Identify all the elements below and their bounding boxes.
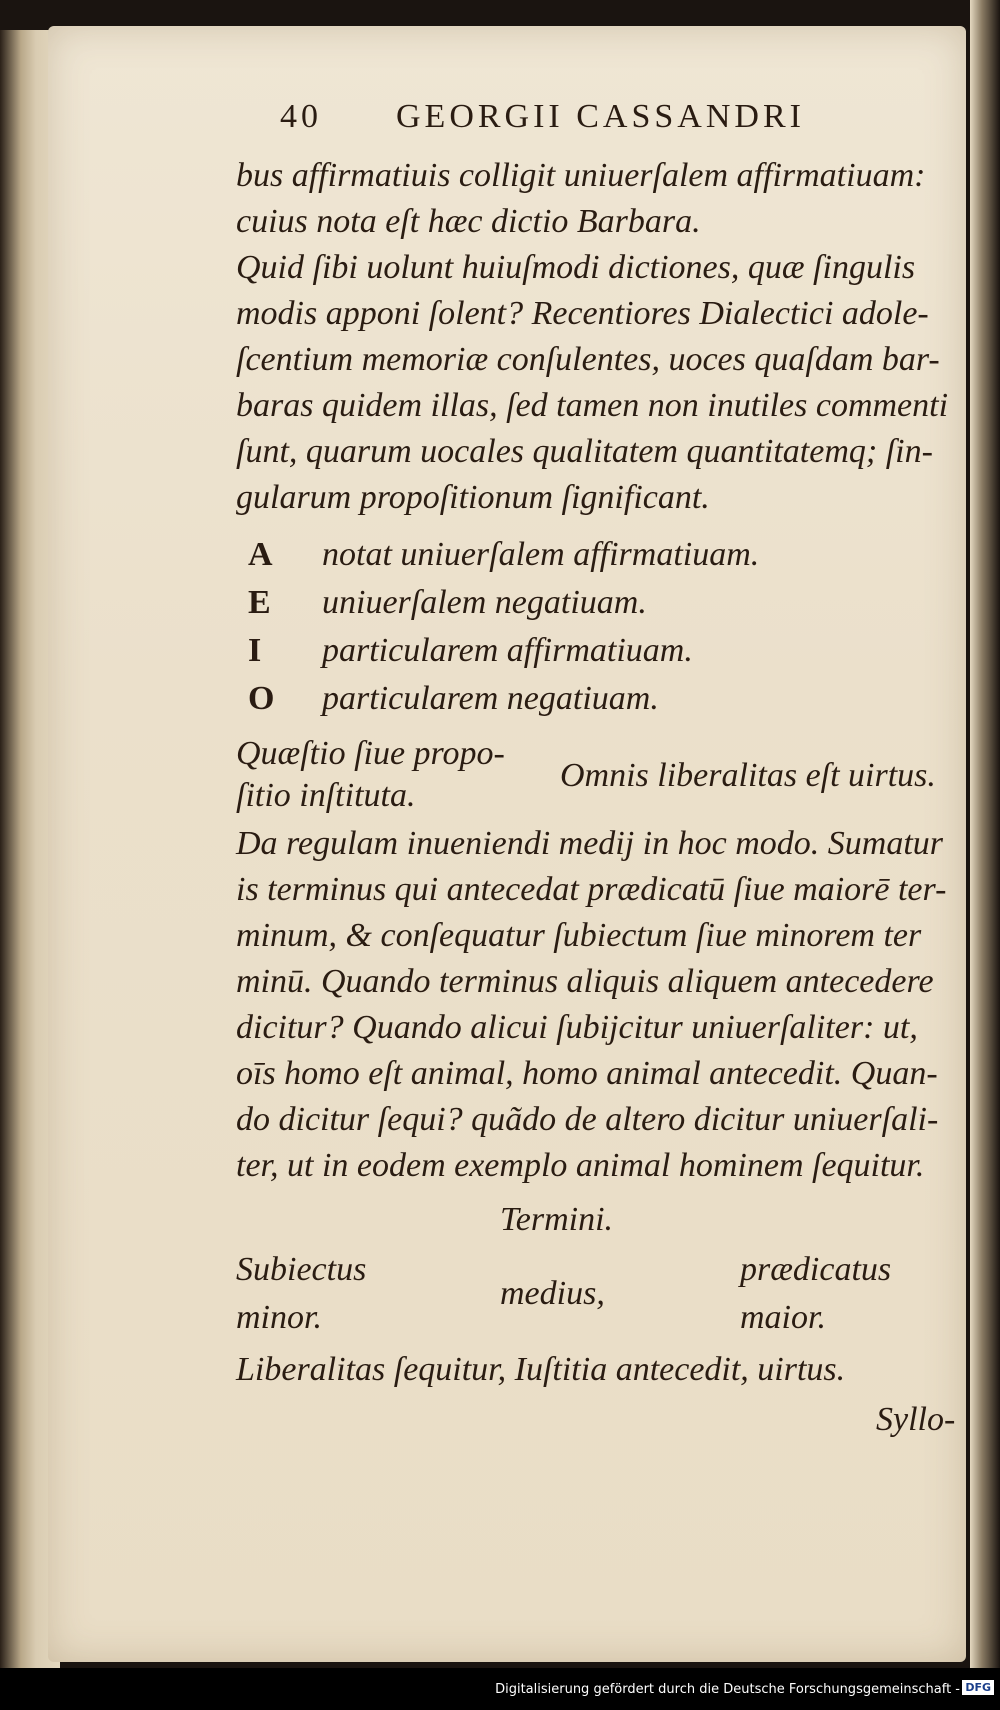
term-major: maior. bbox=[740, 1299, 826, 1336]
vowel-meaning: uniuerſalem negatiuam. bbox=[322, 584, 647, 621]
page-number: 40 bbox=[280, 98, 322, 135]
text-line: minum, & conſequatur ſubiectum ſiue minorem ter bbox=[236, 917, 922, 954]
vowel-meaning: particularem affirmatiuam. bbox=[322, 632, 693, 669]
text-line: minū. Quando terminus aliquis aliquem antecedere bbox=[236, 963, 934, 1000]
dfg-logo: DFG bbox=[962, 1680, 994, 1695]
text-line: do dicitur ſequi? quãdo de altero dicitur uniuerſali- bbox=[236, 1101, 939, 1138]
vowel-letter: O bbox=[248, 680, 275, 717]
text-line: cuius nota eſt hæc dictio Barbara. bbox=[236, 203, 701, 240]
text-line: is terminus qui antecedat prædicatū ſiue maiorē ter- bbox=[236, 871, 947, 908]
term-minor: minor. bbox=[236, 1299, 322, 1336]
termini-heading: Termini. bbox=[500, 1201, 614, 1238]
catchword: Syllo- bbox=[876, 1401, 956, 1438]
book-edge-right bbox=[970, 0, 1000, 1710]
text-line: oīs homo eſt animal, homo animal antecedit. Quan- bbox=[236, 1055, 938, 1092]
vowel-letter: A bbox=[248, 536, 273, 573]
text-line: dicitur? Quando alicui ſubijcitur uniuerſaliter: ut, bbox=[236, 1009, 918, 1046]
text-line: ſunt, quarum uocales qualitatem quantitatemq; ſin- bbox=[236, 433, 933, 470]
vowel-letter: E bbox=[248, 584, 271, 621]
question-label: Quæſtio ſiue propo- bbox=[236, 735, 505, 772]
question-label: ſitio inſtituta. bbox=[236, 777, 416, 814]
text-line: bus affirmatiuis colligit uniuerſalem affirmatiuam: bbox=[236, 157, 926, 194]
text-line: Liberalitas ſequitur, Iuſtitia antecedit, uirtus. bbox=[236, 1351, 846, 1388]
vowel-meaning: notat uniuerſalem affirmatiuam. bbox=[322, 536, 760, 573]
text-line: Da regulam inueniendi medij in hoc modo. Sumatur bbox=[236, 825, 943, 862]
text-line: Quid ſibi uolunt huiuſmodi dictiones, quæ ſingulis bbox=[236, 249, 916, 286]
text-line: modis apponi ſolent? Recentiores Dialectici adole- bbox=[236, 295, 929, 332]
question-statement: Omnis liberalitas eſt uirtus. bbox=[560, 757, 936, 794]
text-line: baras quidem illas, ſed tamen non inutiles commenti bbox=[236, 387, 949, 424]
text-line: gularum propoſitionum ſignificant. bbox=[236, 479, 710, 516]
vowel-meaning: particularem negatiuam. bbox=[322, 680, 659, 717]
footer-text: Digitalisierung gefördert durch die Deutsche Forschungsgemeinschaft - bbox=[495, 1682, 960, 1697]
text-line: ſcentium memoriæ conſulentes, uoces quaſdam bar- bbox=[236, 341, 940, 378]
running-head: GEORGII CASSANDRI bbox=[396, 98, 805, 135]
text-line: ter, ut in eodem exemplo animal hominem ſequitur. bbox=[236, 1147, 925, 1184]
digitization-footer bbox=[0, 1668, 1000, 1710]
term-predicate: prædicatus bbox=[740, 1251, 892, 1288]
term-subject: Subiectus bbox=[236, 1251, 367, 1288]
vowel-letter: I bbox=[248, 632, 262, 669]
term-middle: medius, bbox=[500, 1275, 605, 1312]
